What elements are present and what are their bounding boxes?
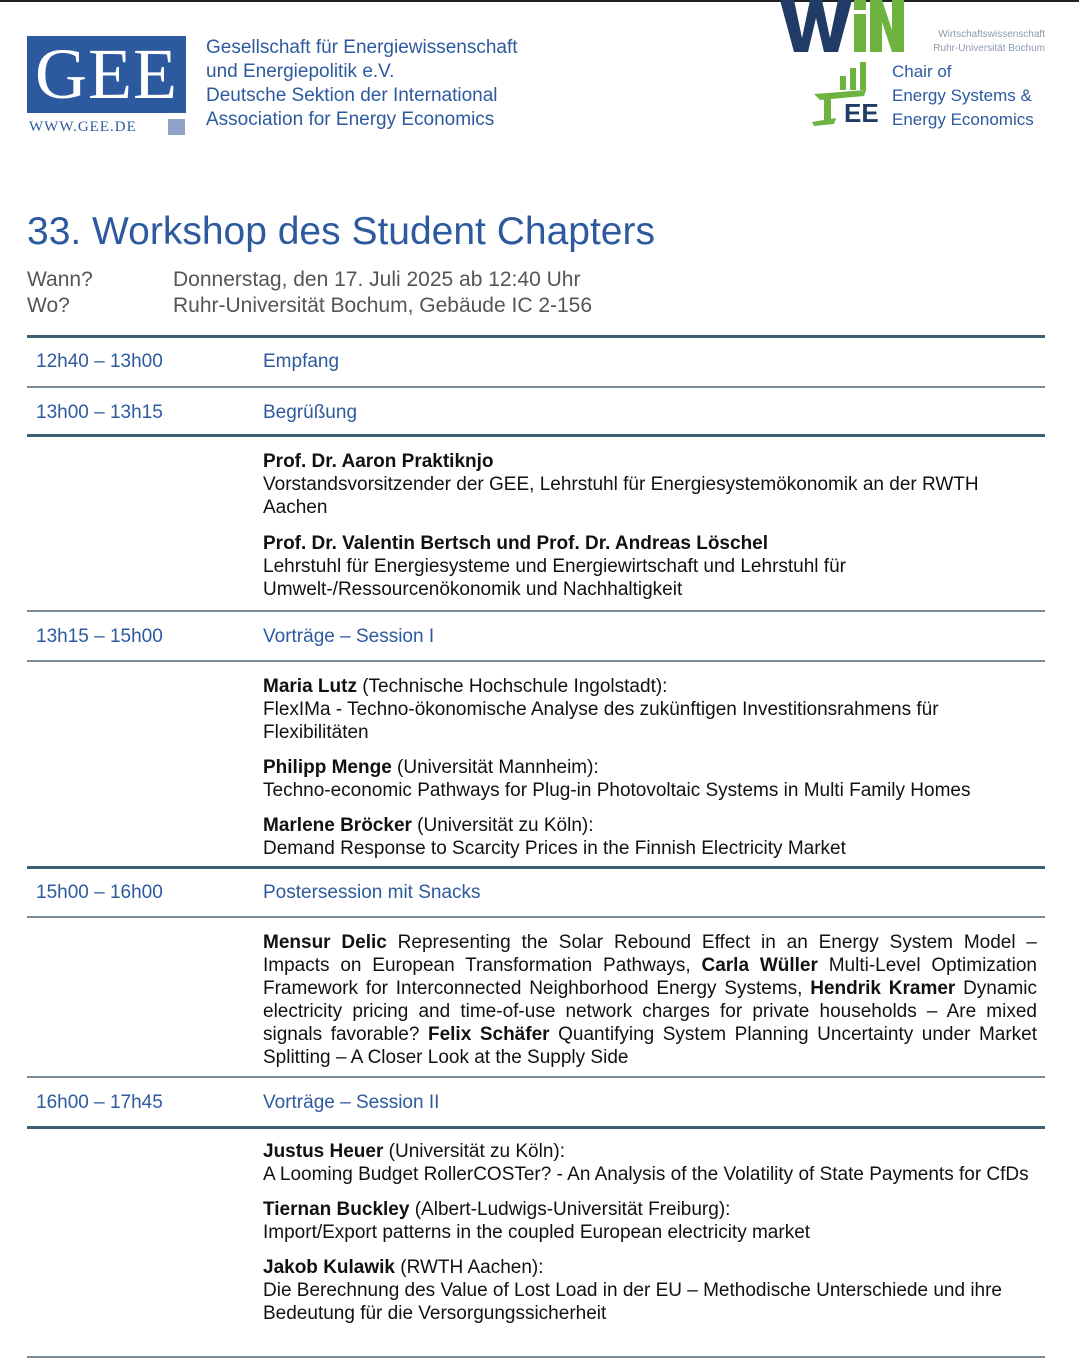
divider [27,610,1045,612]
schedule-time: 16h00 – 17h45 [36,1092,163,1113]
poster-list [263,931,1037,1069]
divider [27,386,1045,388]
talk-speaker-name: Jakob Kulawik [263,1257,395,1278]
talk-speaker-affiliation: (Technische Hochschule Ingolstadt): [356,676,668,697]
schedule-label: Vorträge – Session II [263,1092,440,1113]
divider [27,866,1045,869]
speaker-description: Vorstandsvorsitzender der GEE, Lehrstuhl für Energiesystemökonomik an der RWTH Aachen [263,474,979,518]
talk-title: A Looming Budget RollerCOSTer? - An Analysis of the Volatility of State Payments for CfDs [263,1164,1029,1185]
talk-speaker [263,756,1037,779]
poster-title: Quantifying System Planning Uncertainty under Market Splitting – A Closer Look at the Supply Side [263,1024,1038,1068]
when-label: Wann? [27,268,93,291]
win-subtitle [903,28,1045,56]
divider [27,1076,1045,1078]
chair-description [892,60,1034,132]
win-logo [780,0,905,56]
talk-title: FlexIMa - Techno-ökonomische Analyse des zukünftigen Investitionsrahmens für Flexibilitäten [263,699,939,743]
talk-speaker [263,1140,1037,1163]
divider [27,660,1045,662]
ee-logo [810,60,880,126]
gee-url: WWW.GEE.DE [29,119,137,135]
poster-title: Representing the Solar Rebound Effect in an Energy System Model – Impacts on European Transformation Pathways, [263,932,1037,976]
talk-speaker-name: Philipp Menge [263,757,392,778]
gee-line: Association for Energy Economics [206,109,495,130]
talk-speaker-affiliation: (Albert-Ludwigs-Universität Freiburg): [409,1199,731,1220]
talk-speaker [263,814,1037,837]
chair-line: Energy Systems & [892,86,1032,105]
talk-title: Die Berechnung des Value of Lost Load in der EU – Methodische Unterschiede und ihre Bedeutung für die Versorgungssicherheit [263,1280,1002,1324]
talk-speaker-name: Justus Heuer [263,1141,384,1162]
win-subtitle-line: Wirtschaftswissenschaft [938,29,1045,40]
talk-speaker-affiliation: (Universität zu Köln): [411,815,594,836]
poster-title: Dynamic electricity pricing and time-of-use network charges for private households – Are mixed signals favorable? [263,978,1037,1045]
welcome-speakers [263,450,1037,601]
poster-author: Felix Schäfer [427,1024,550,1045]
schedule-time: 13h15 – 15h00 [36,626,163,647]
session1-talks [263,675,1037,860]
gee-line: und Energiepolitik e.V. [206,61,395,82]
when-value: Donnerstag, den 17. Juli 2025 ab 12:40 Uhr [173,268,581,291]
win-subtitle-line: Ruhr-Universität Bochum [933,43,1045,54]
divider [27,1126,1045,1129]
schedule-time: 12h40 – 13h00 [36,351,163,372]
schedule-time: 13h00 – 13h15 [36,402,163,423]
schedule-label: Begrüßung [263,402,358,423]
talk-speaker-affiliation: (RWTH Aachen): [395,1257,544,1278]
top-border [0,0,1079,2]
divider [27,1356,1045,1358]
talk-speaker [263,1198,1037,1221]
divider [27,434,1045,437]
talk-speaker-name: Marlene Bröcker [263,815,412,836]
talk-speaker-affiliation: (Universität Mannheim): [391,757,599,778]
talk-speaker-affiliation: (Universität zu Köln): [383,1141,565,1162]
gee-logo-wordmark: GEE [27,36,186,113]
speaker-name: Prof. Dr. Valentin Bertsch und Prof. Dr. Andreas Löschel [263,533,769,554]
divider [27,335,1045,338]
talk-speaker-name: Maria Lutz [263,676,357,697]
poster-title: Multi-Level Optimization Framework for Interconnected Neighborhood Energy Systems, [263,955,1037,999]
poster-author: Carla Wüller [701,955,818,976]
where-label: Wo? [27,294,70,317]
talk-title: Techno-economic Pathways for Plug-in Photovoltaic Systems in Multi Family Homes [263,780,971,801]
ee-logo-text: EE [844,98,879,126]
talk-speaker [263,1256,1037,1279]
poster-author: Hendrik Kramer [810,978,956,999]
gee-logo [27,36,186,136]
talk-speaker [263,675,1037,698]
talk-speaker-name: Tiernan Buckley [263,1199,410,1220]
schedule-time: 15h00 – 16h00 [36,882,163,903]
schedule-label: Postersession mit Snacks [263,882,481,903]
chair-line: Energy Economics [892,110,1034,129]
talk-title: Demand Response to Scarcity Prices in the Finnish Electricity Market [263,838,846,859]
gee-line: Gesellschaft für Energiewissenschaft [206,37,518,58]
gee-logo-square [168,119,185,135]
schedule-label: Empfang [263,351,340,372]
speaker-description: Lehrstuhl für Energiesysteme und Energiewirtschaft und Lehrstuhl für Umwelt-/Ressourcenökonomik und Nachhaltigkeit [263,556,846,600]
poster-paragraph [263,931,1037,1069]
session2-talks [263,1140,1037,1325]
where-value: Ruhr-Universität Bochum, Gebäude IC 2-156 [173,294,593,317]
page-title: 33. Workshop des Student Chapters [27,210,655,253]
gee-description [206,36,518,132]
speaker-name: Prof. Dr. Aaron Praktiknjo [263,451,494,472]
chair-line: Chair of [892,62,952,81]
gee-line: Deutsche Sektion der International [206,85,498,106]
divider [27,916,1045,918]
schedule-label: Vorträge – Session I [263,626,435,647]
talk-title: Import/Export patterns in the coupled European electricity market [263,1222,811,1243]
poster-author: Mensur Delic [263,932,387,953]
